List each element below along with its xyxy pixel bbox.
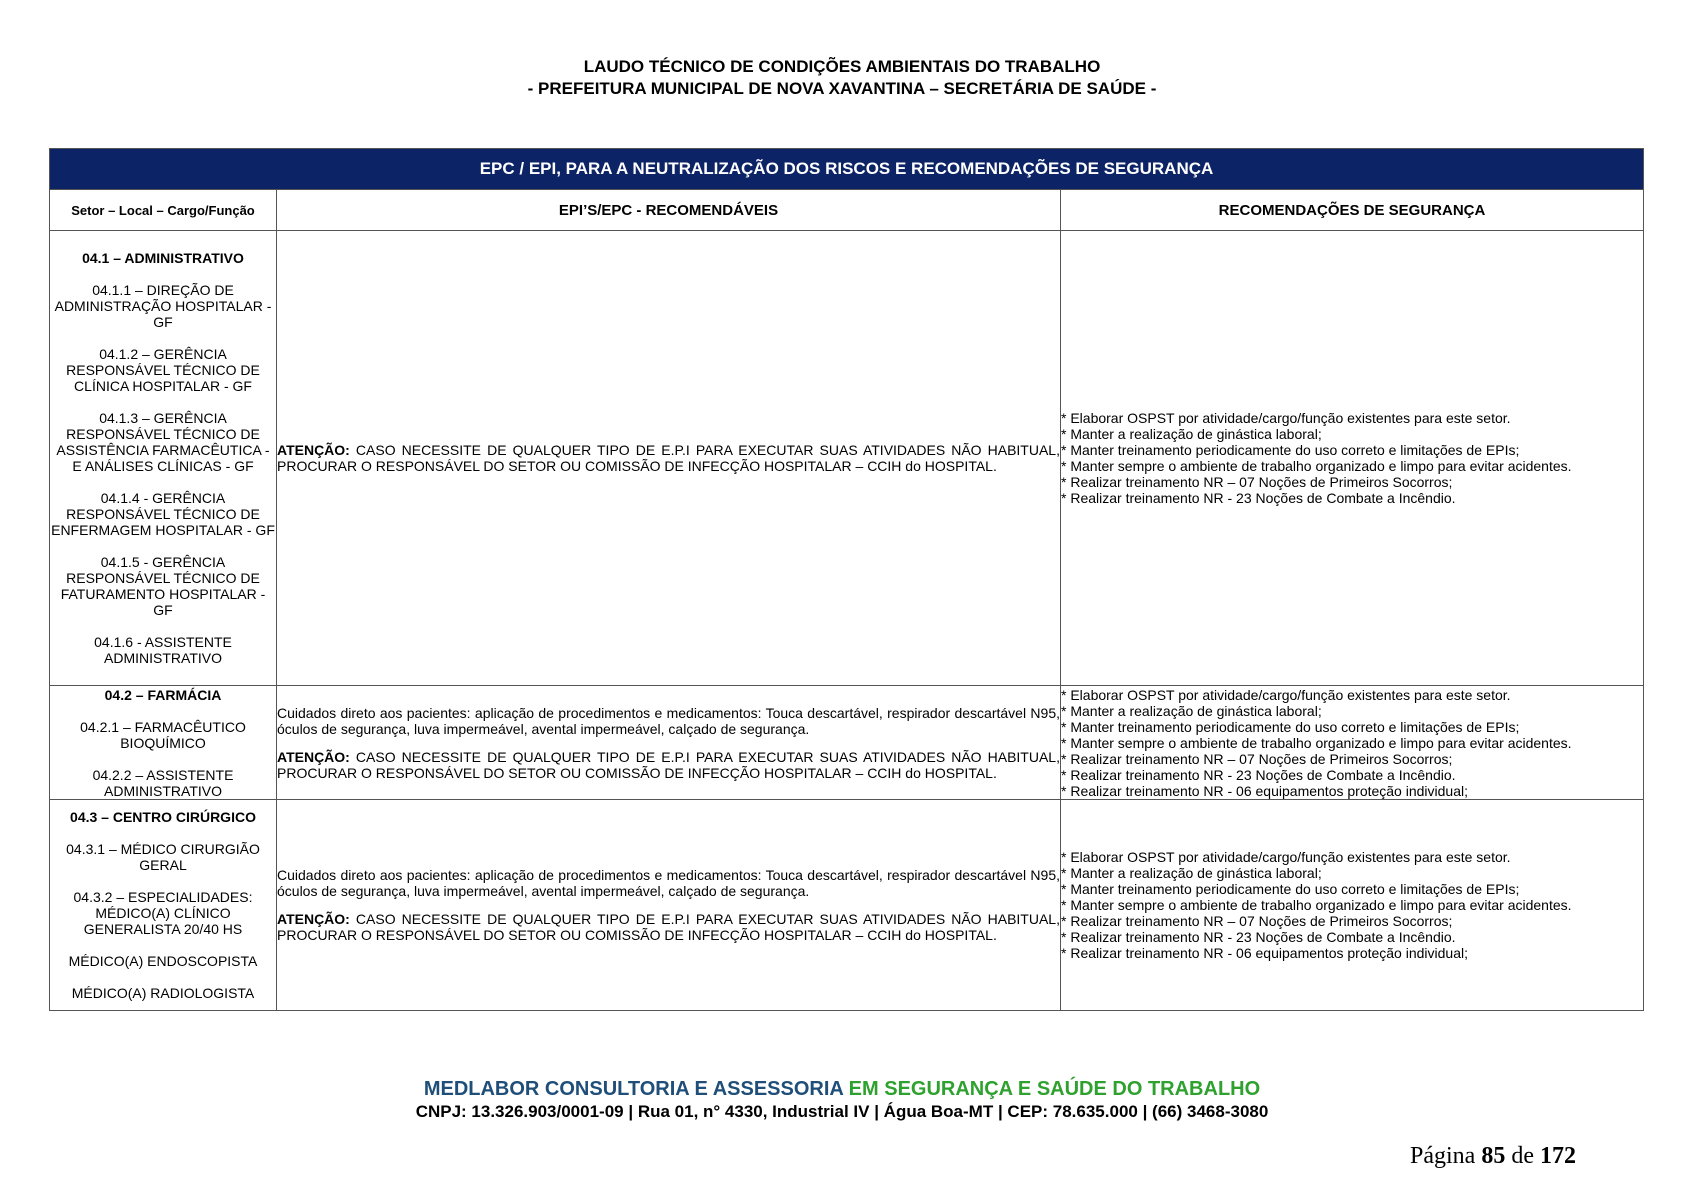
epi-cell — [277, 800, 1061, 1011]
recommendation-item: * Manter sempre o ambiente de trabalho organizado e limpo para evitar acidentes. — [1061, 897, 1572, 913]
sector-cell — [50, 231, 277, 686]
sector-item: 04.1.5 - GERÊNCIA RESPONSÁVEL TÉCNICO DE FATURAMENTO HOSPITALAR - GF — [60, 554, 266, 618]
sector-cell — [50, 800, 277, 1011]
sector-item: 04.1.6 - ASSISTENTE ADMINISTRATIVO — [94, 634, 232, 666]
attention-label: ATENÇÃO: — [277, 748, 350, 765]
sector-item: 04.2.2 – ASSISTENTE ADMINISTRATIVO — [92, 766, 234, 799]
sector-heading: 04.2 – FARMÁCIA — [104, 686, 222, 703]
table-row — [50, 686, 1644, 800]
table-title: EPC / EPI, PARA A NEUTRALIZAÇÃO DOS RISCOS E RECOMENDAÇÕES DE SEGURANÇA — [50, 149, 1644, 190]
epi-table — [49, 148, 1644, 1011]
company-name-green: EM SEGURANÇA E SAÚDE DO TRABALHO — [843, 1078, 1261, 1100]
sector-item: MÉDICO(A) ENDOSCOPISTA — [68, 953, 258, 969]
recommendation-item: * Realizar treinamento NR – 07 Noções de Primeiros Socorros; — [1061, 750, 1453, 767]
recommendation-item: * Realizar treinamento NR – 07 Noções de Primeiros Socorros; — [1061, 474, 1453, 490]
recommendation-item: * Realizar treinamento NR - 06 equipamentos proteção individual; — [1061, 945, 1468, 961]
recommendation-item: * Manter a realização de ginástica laboral; — [1061, 426, 1322, 442]
recommendation-item: * Realizar treinamento NR – 07 Noções de Primeiros Socorros; — [1061, 913, 1453, 929]
attention-label: ATENÇÃO: — [277, 911, 350, 927]
column-header-recommendations: RECOMENDAÇÕES DE SEGURANÇA — [1061, 190, 1644, 231]
company-name-blue: MEDLABOR CONSULTORIA E ASSESSORIA — [423, 1078, 844, 1100]
attention-note — [277, 442, 1060, 474]
recommendation-item: * Realizar treinamento NR - 06 equipamentos proteção individual; — [1061, 782, 1468, 799]
attention-note — [277, 911, 1060, 943]
recommendation-item: * Realizar treinamento NR - 23 Noções de Combate a Incêndio. — [1061, 766, 1456, 783]
recommendation-item: * Realizar treinamento NR - 23 Noções de Combate a Incêndio. — [1061, 929, 1456, 945]
page-middle: de — [1505, 1143, 1540, 1169]
sector-item: 04.3.1 – MÉDICO CIRURGIÃO GERAL — [66, 841, 260, 873]
table-row — [50, 231, 1644, 686]
table-row — [50, 800, 1644, 1011]
recommendation-item: * Manter treinamento periodicamente do uso correto e limitações de EPIs; — [1061, 718, 1520, 735]
care-text: Cuidados direto aos pacientes: aplicação de procedimentos e medicamentos: Touca descartável, respirador descartável N95, óculos de segurança, luva impermeável, avental impermeável, calçado de segurança. — [277, 867, 1060, 899]
header-subtitle: - PREFEITURA MUNICIPAL DE NOVA XAVANTINA – SECRETÁRIA DE SAÚDE - — [527, 79, 1157, 98]
epi-cell — [277, 686, 1061, 800]
sector-item: 04.1.2 – GERÊNCIA RESPONSÁVEL TÉCNICO DE CLÍNICA HOSPITALAR - GF — [66, 346, 260, 394]
care-text: Cuidados direto aos pacientes: aplicação de procedimentos e medicamentos: Touca descartável, respirador descartável N95, óculos de segurança, luva impermeável, avental impermeável, calçado de segurança. — [277, 704, 1060, 737]
column-header-epi: EPI’S/EPC - RECOMENDÁVEIS — [277, 190, 1061, 231]
page-total: 172 — [1539, 1143, 1576, 1169]
attention-label: ATENÇÃO: — [277, 442, 350, 458]
recommendation-item: * Elaborar OSPST por atividade/cargo/função existentes para este setor. — [1061, 686, 1511, 703]
sector-item: 04.2.1 – FARMACÊUTICO BIOQUÍMICO — [80, 718, 246, 751]
header-title: LAUDO TÉCNICO DE CONDIÇÕES AMBIENTAIS DO TRABALHO — [583, 57, 1101, 76]
recommendation-item: * Manter treinamento periodicamente do uso correto e limitações de EPIs; — [1061, 881, 1520, 897]
recommendation-item: * Manter a realização de ginástica laboral; — [1061, 865, 1322, 881]
attention-text: CASO NECESSITE DE QUALQUER TIPO DE E.P.I PARA EXECUTAR SUAS ATIVIDADES NÃO HABITUAL, PROCURAR O RESPONSÁVEL DO SETOR OU COMISSÃO DE INFECÇÃO HOSPITALAR – CCIH do HOSPITAL. — [277, 911, 1060, 943]
attention-text: CASO NECESSITE DE QUALQUER TIPO DE E.P.I PARA EXECUTAR SUAS ATIVIDADES NÃO HABITUAL, PROCURAR O RESPONSÁVEL DO SETOR OU COMISSÃO DE INFECÇÃO HOSPITALAR – CCIH do HOSPITAL. — [277, 442, 1060, 474]
sector-heading: 04.3 – CENTRO CIRÚRGICO — [70, 809, 256, 825]
sector-heading: 04.1 – ADMINISTRATIVO — [82, 250, 244, 266]
recommendations-cell — [1061, 686, 1644, 800]
sector-item: 04.3.2 – ESPECIALIDADES: MÉDICO(A) CLÍNICO GENERALISTA 20/40 HS — [73, 889, 253, 937]
recommendation-item: * Manter treinamento periodicamente do uso correto e limitações de EPIs; — [1061, 442, 1520, 458]
attention-text: CASO NECESSITE DE QUALQUER TIPO DE E.P.I PARA EXECUTAR SUAS ATIVIDADES NÃO HABITUAL, PROCURAR O RESPONSÁVEL DO SETOR OU COMISSÃO DE INFECÇÃO HOSPITALAR – CCIH do HOSPITAL. — [277, 748, 1060, 781]
sector-item: MÉDICO(A) RADIOLOGISTA — [71, 985, 255, 1001]
attention-note — [277, 749, 1060, 781]
document-footer — [0, 1077, 1684, 1123]
recommendation-item: * Manter a realização de ginástica laboral; — [1061, 702, 1322, 719]
page-prefix: Página — [1410, 1143, 1482, 1169]
recommendation-item: * Elaborar OSPST por atividade/cargo/função existentes para este setor. — [1061, 410, 1511, 426]
sector-item: 04.1.4 - GERÊNCIA RESPONSÁVEL TÉCNICO DE ENFERMAGEM HOSPITALAR - GF — [51, 490, 275, 538]
epi-cell — [277, 231, 1061, 686]
sector-item: 04.1.1 – DIREÇÃO DE ADMINISTRAÇÃO HOSPITALAR - GF — [54, 282, 272, 330]
recommendation-item: * Realizar treinamento NR - 23 Noções de Combate a Incêndio. — [1061, 490, 1456, 506]
recommendation-item: * Manter sempre o ambiente de trabalho organizado e limpo para evitar acidentes. — [1061, 734, 1572, 751]
page-number — [1410, 1143, 1576, 1170]
company-address: CNPJ: 13.326.903/0001-09 | Rua 01, n° 4330, Industrial IV | Água Boa-MT | CEP: 78.635.000 | (66) 3468-3080 — [415, 1102, 1269, 1121]
recommendation-item: * Elaborar OSPST por atividade/cargo/função existentes para este setor. — [1061, 849, 1511, 865]
company-name — [0, 1077, 1684, 1101]
page-current: 85 — [1481, 1143, 1506, 1169]
sector-item: 04.1.3 – GERÊNCIA RESPONSÁVEL TÉCNICO DE ASSISTÊNCIA FARMACÊUTICA - E ANÁLISES CLÍNICAS - GF — [56, 410, 270, 474]
sector-cell — [50, 686, 277, 800]
document-header — [0, 56, 1684, 100]
recommendation-item: * Manter sempre o ambiente de trabalho organizado e limpo para evitar acidentes. — [1061, 458, 1572, 474]
recommendations-cell — [1061, 231, 1644, 686]
column-header-sector: Setor – Local – Cargo/Função — [50, 190, 277, 231]
recommendations-cell — [1061, 800, 1644, 1011]
